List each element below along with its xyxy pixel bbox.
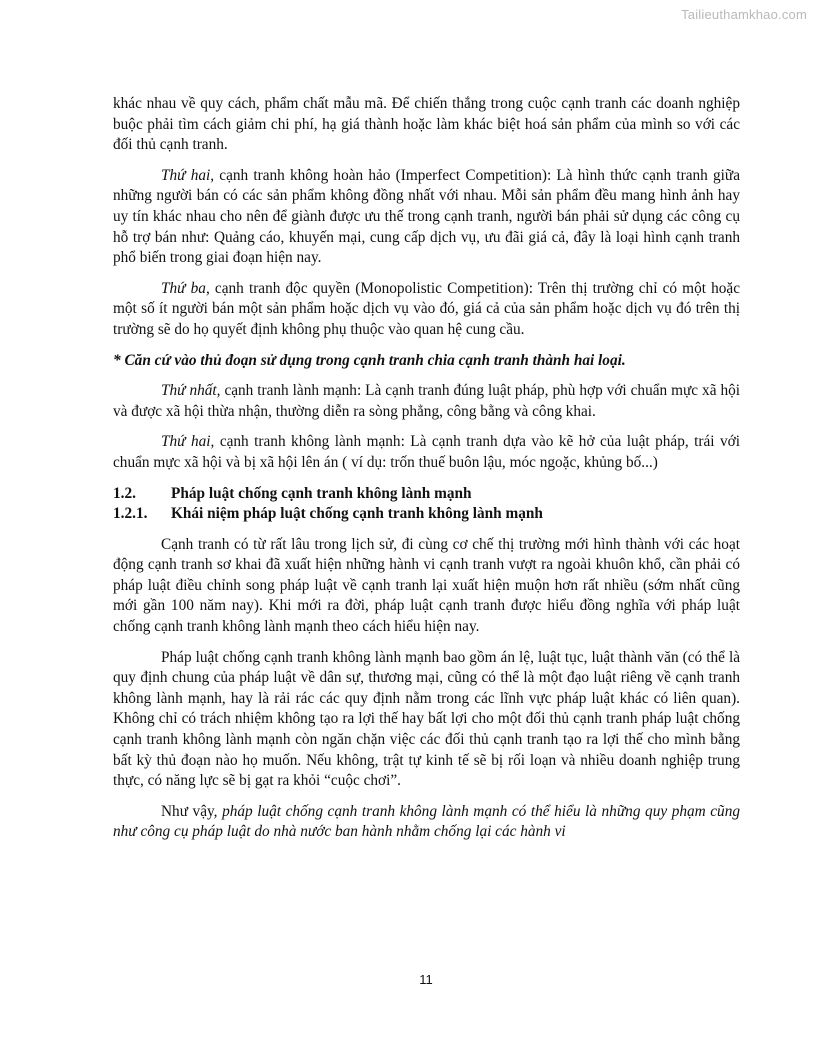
paragraph-5-text: cạnh tranh không lành mạnh: Là cạnh tranh dựa vào kẽ hở của luật pháp, trái với chuẩn mực xã hội và bị xã hội lên án ( ví dụ: trốn thuế buôn lậu, móc ngoặc, khủng bố...) [113, 433, 740, 471]
paragraph-8-lead: Như vậy, [161, 802, 223, 820]
section-headings [113, 484, 740, 525]
page-body [113, 94, 740, 853]
heading-1-2-1-title: Khái niệm pháp luật chống cạnh tranh không lành mạnh [171, 505, 543, 523]
page-number: 11 [419, 972, 433, 987]
paragraph-6: Cạnh tranh có từ rất lâu trong lịch sử, đi cùng cơ chế thị trường mới hình thành với các hoạt động cạnh tranh sơ khai đã xuất hiện những hành vi cạnh tranh vượt ra ngoài khuôn khổ, cần phải có pháp luật điều chỉnh song pháp luật về cạnh tranh lại xuất hiện muộn hơn rất nhiều (sớm nhất cũng mới gần 100 năm nay). Khi mới ra đời, pháp luật cạnh tranh được hiểu đồng nghĩa với pháp luật chống cạnh tranh không lành mạnh theo cách hiểu hiện nay. [113, 535, 740, 636]
heading-1-2 [113, 484, 740, 505]
heading-1-2-1 [113, 504, 740, 525]
paragraph-7: Pháp luật chống cạnh tranh không lành mạnh bao gồm án lệ, luật tục, luật thành văn (có thể là quy định chung của pháp luật về dân sự, thương mại, cũng có thể là một đạo luật riêng về cạnh tranh không lành mạnh, hay là rải rác các quy định nằm trong các lĩnh vực pháp luật khác có liên quan). Không chỉ có trách nhiệm không tạo ra lợi thế hay bất lợi cho một đối thủ cạnh tranh pháp luật chống cạnh tranh không lành mạnh còn ngăn chặn việc các đối thủ cạnh tranh tạo ra lợi thế cho mình bằng bất kỳ thủ đoạn nào họ muốn. Nếu không, trật tự kinh tế sẽ bị rối loạn và nhiều doanh nghiệp trung thực, có năng lực sẽ bị gạt ra khỏi “cuộc chơi”. [113, 648, 740, 790]
paragraph-2-lead: Thứ hai, [161, 166, 215, 184]
paragraph-4-text: cạnh tranh lành mạnh: Là cạnh tranh đúng luật pháp, phù hợp với chuẩn mực xã hội và được xã hội thừa nhận, thường diễn ra sòng phẳng, công bằng và công khai. [113, 382, 740, 420]
heading-1-2-1-number: 1.2.1. [113, 505, 148, 523]
heading-1-2-title: Pháp luật chống cạnh tranh không lành mạnh [171, 484, 472, 502]
paragraph-1: khác nhau về quy cách, phẩm chất mẫu mã. Để chiến thắng trong cuộc cạnh tranh các doanh nghiệp buộc phải tìm cách giảm chi phí, hạ giá thành hoặc làm khác biệt hoá sản phẩm của mình so với các đối thủ cạnh tranh. [113, 95, 740, 154]
paragraph-2 [113, 166, 740, 269]
paragraph-4-lead: Thứ nhất, [161, 382, 221, 400]
paragraph-3-lead: Thứ ba [161, 279, 206, 297]
paragraph-8 [113, 802, 740, 843]
classification-subheading: * Căn cứ vào thủ đoạn sử dụng trong cạnh tranh chia cạnh tranh thành hai loại. [113, 351, 626, 369]
paragraph-3 [113, 279, 740, 341]
paragraph-3-text: , cạnh tranh độc quyền (Monopolistic Competition): Trên thị trường chỉ có một hoặc một số ít người bán một sản phẩm hoặc dịch vụ vào đó, giá cả của sản phẩm hoặc dịch vụ đó trên thị trường sẽ do họ quyết định không phụ thuộc vào quan hệ cung cầu. [113, 279, 740, 338]
paragraph-5-lead: Thứ hai, [161, 433, 215, 451]
watermark: Tailieuthamkhao.com [681, 7, 807, 22]
heading-1-2-number: 1.2. [113, 484, 136, 502]
paragraph-2-text: cạnh tranh không hoàn hảo (Imperfect Competition): Là hình thức cạnh tranh giữa những người bán có các sản phẩm không đồng nhất với nhau. Mỗi sản phẩm đều mang hình ảnh hay uy tín khác nhau cho nên để giành được ưu thế trong cạnh tranh, người bán phải sử dụng các công cụ hỗ trợ bán như: Quảng cáo, khuyến mại, cung cấp dịch vụ, ưu đãi giá cả, đây là loại hình cạnh tranh phổ biến trong giai đoạn hiện nay. [113, 166, 740, 267]
paragraph-8-text: pháp luật chống cạnh tranh không lành mạnh có thể hiểu là những quy phạm cũng như công cụ pháp luật do nhà nước ban hành nhằm chống lại các hành vi [113, 802, 741, 841]
paragraph-4 [113, 381, 740, 422]
paragraph-5 [113, 432, 740, 473]
